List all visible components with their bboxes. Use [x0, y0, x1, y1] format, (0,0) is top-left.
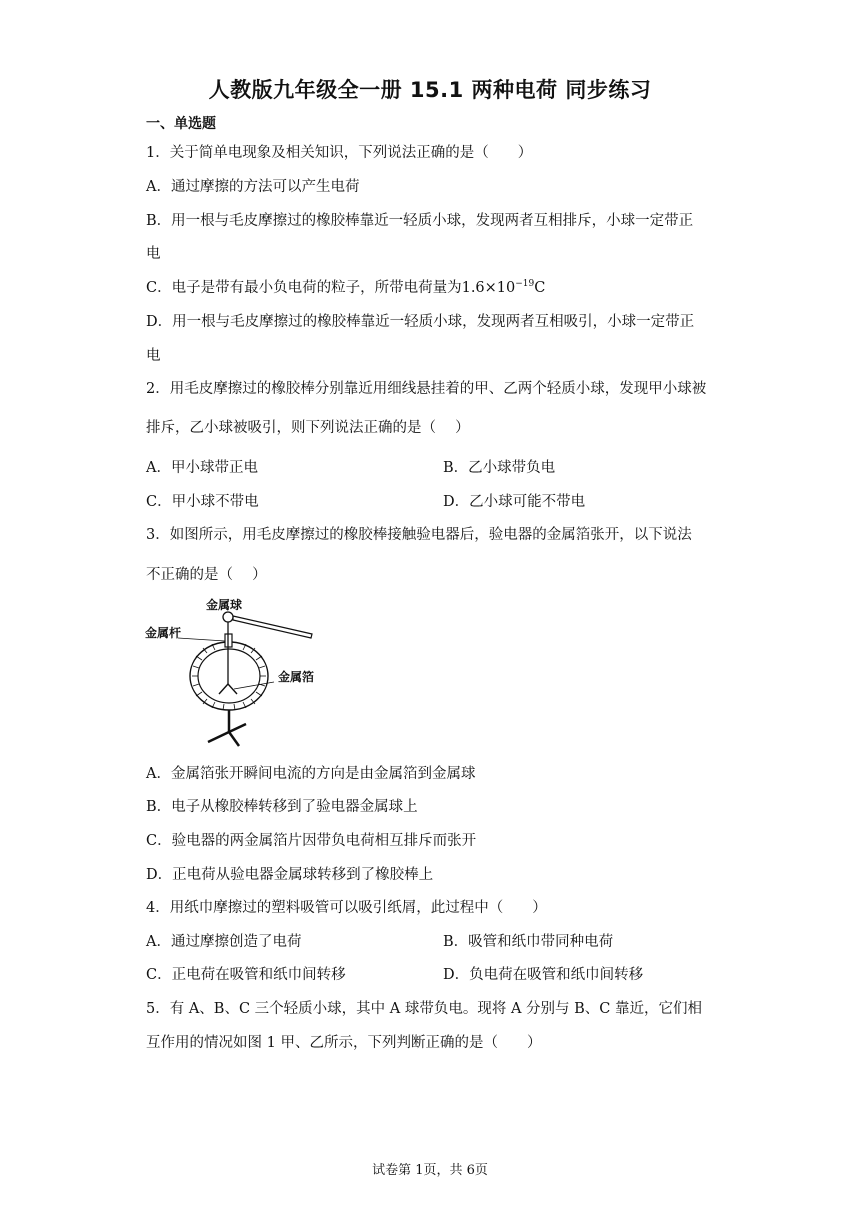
- page-title: 人教版九年级全一册 15.1 两种电荷 同步练习: [208, 78, 652, 102]
- page-footer: 试卷第 1页，共 6页: [372, 1163, 488, 1178]
- q3-option-d: D．正电荷从验电器金属球转移到了橡胶棒上: [146, 867, 434, 883]
- label-metal-rod: 金属杆: [145, 626, 182, 640]
- q1-option-b-cont: 电: [146, 246, 161, 262]
- q4-stem: 4．用纸巾摩擦过的塑料吸管可以吸引纸屑，此过程中（ ）: [146, 900, 547, 916]
- q3-option-b: B．电子从橡胶棒转移到了验电器金属球上: [146, 799, 418, 815]
- jar-hatching: [192, 644, 266, 710]
- stand-leg-left: [208, 732, 229, 742]
- rod-label-leader: [178, 638, 225, 641]
- foil-label-leader: [234, 682, 274, 689]
- q2-stem-line1: 2．用毛皮摩擦过的橡胶棒分别靠近用细线悬挂着的甲、乙两个轻质小球，发现甲小球被: [146, 381, 707, 397]
- q1-option-c-unit: C: [534, 280, 546, 296]
- q2-option-d: D．乙小球可能不带电: [443, 494, 586, 510]
- section-heading: 一、单选题: [146, 116, 216, 132]
- q4-option-c: C．正电荷在吸管和纸巾间转移: [146, 967, 346, 983]
- q2-stem-line2: 排斥，乙小球被吸引，则下列说法正确的是（ ）: [146, 420, 470, 436]
- q3-option-c: C．验电器的两金属箔片因带负电荷相互排斥而张开: [146, 833, 477, 849]
- label-metal-foil: 金属箔: [278, 670, 315, 684]
- q4-option-b: B．吸管和纸巾带同种电荷: [443, 934, 614, 950]
- q5-stem-line2: 互作用的情况如图 1 甲、乙所示，下列判断正确的是（ ）: [146, 1035, 542, 1051]
- jar-inner-ring: [198, 649, 260, 703]
- stand-leg-front: [229, 732, 239, 746]
- q1-option-c-text: C．电子是带有最小负电荷的粒子，所带电荷量为1.6×10: [146, 280, 516, 296]
- metal-ball: [223, 612, 233, 622]
- q2-option-c: C．甲小球不带电: [146, 494, 259, 510]
- stand-leg-right: [229, 724, 246, 732]
- electroscope-figure: [140, 596, 320, 748]
- q3-option-a: A．金属箔张开瞬间电流的方向是由金属箔到金属球: [146, 766, 476, 782]
- q1-stem: 1．关于简单电现象及相关知识，下列说法正确的是（ ）: [146, 145, 533, 161]
- q3-stem-line1: 3．如图所示，用毛皮摩擦过的橡胶棒接触验电器后，验电器的金属箔张开，以下说法: [146, 527, 692, 543]
- label-metal-ball: 金属球: [206, 598, 243, 612]
- jar-outer-ring: [190, 642, 268, 710]
- q2-option-b: B．乙小球带负电: [443, 460, 556, 476]
- q1-option-d-cont: 电: [146, 348, 161, 364]
- q1-option-c-exponent: −19: [515, 279, 535, 290]
- q1-option-c: [146, 276, 545, 297]
- q1-option-b: B．用一根与毛皮摩擦过的橡胶棒靠近一轻质小球，发现两者互相排斥，小球一定带正: [146, 213, 694, 229]
- q1-option-d: D．用一根与毛皮摩擦过的橡胶棒靠近一轻质小球，发现两者互相吸引，小球一定带正: [146, 314, 695, 330]
- q1-option-a: A．通过摩擦的方法可以产生电荷: [146, 179, 360, 195]
- metal-foil-left: [219, 684, 228, 694]
- q5-stem-line1: 5．有 A、B、C 三个轻质小球，其中 A 球带负电。现将 A 分别与 B、C 靠近，它们相: [146, 1001, 703, 1017]
- rubber-rod: [233, 616, 312, 638]
- q4-option-d: D．负电荷在吸管和纸巾间转移: [443, 967, 644, 983]
- q3-stem-line2: 不正确的是（ ）: [146, 567, 267, 583]
- q2-option-a: A．甲小球带正电: [146, 460, 258, 476]
- q4-option-a: A．通过摩擦创造了电荷: [146, 934, 302, 950]
